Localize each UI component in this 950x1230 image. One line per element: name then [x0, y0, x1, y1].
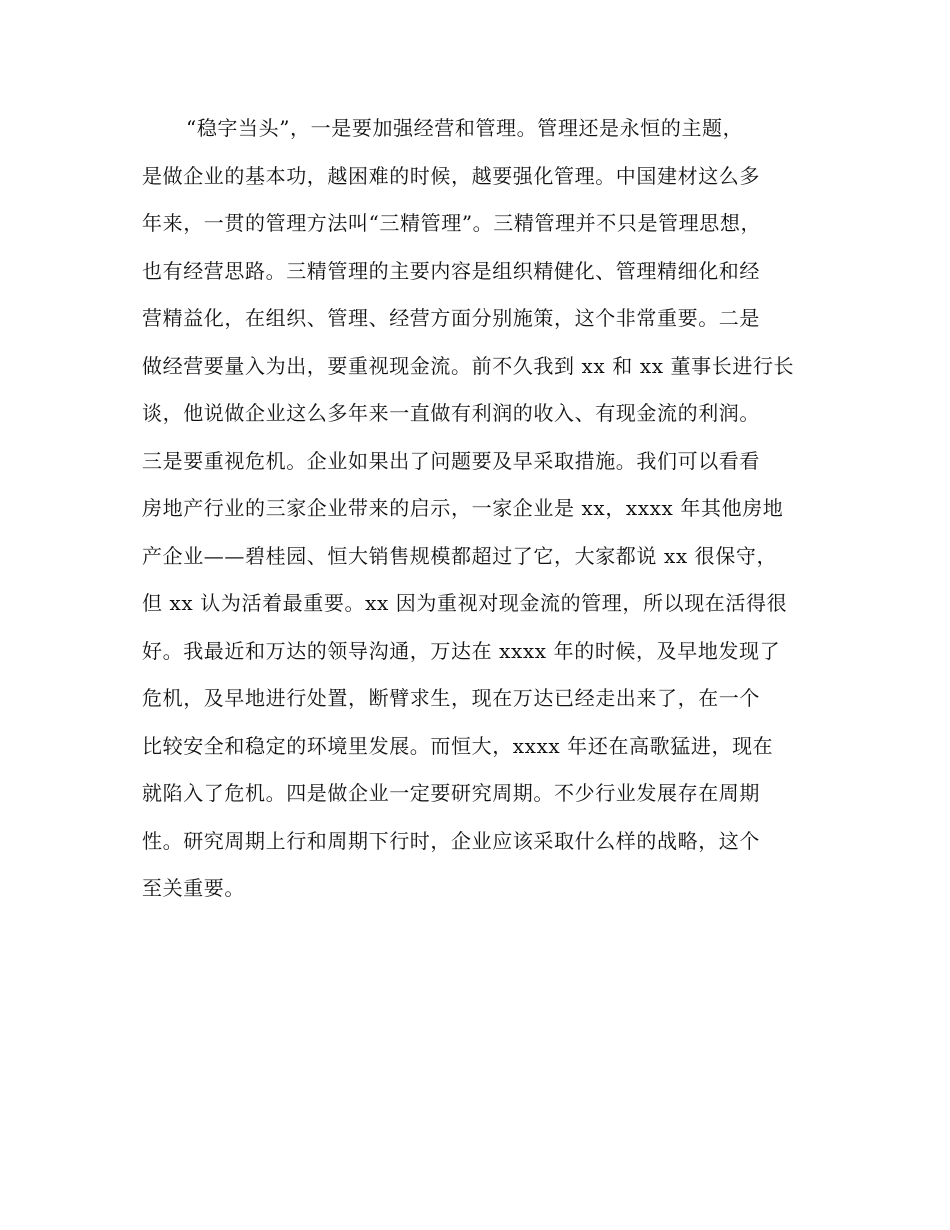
paragraph-line-4: 也有经营思路。三精管理的主要内容是组织精健化、管理精细化和经: [142, 258, 760, 283]
paragraph-line-3: 年来，一贯的管理方法叫“三精管理”。三精管理并不只是管理思想，: [142, 211, 762, 235]
paragraph-line-13: 危机，及早地进行处置，断臂求生，现在万达已经走出来了，在一个: [142, 686, 760, 710]
paragraph-line-9: 房地产行业的三家企业带来的启示，一家企业是 xx，xxxx 年其他房地: [142, 496, 784, 520]
paragraph-line-5: 营精益化，在组织、管理、经营方面分别施策，这个非常重要。二是: [142, 306, 760, 330]
paragraph-line-12: 好。我最近和万达的领导沟通，万达在 xxxx 年的时候，及早地发现了: [142, 638, 781, 663]
paragraph-line-1: “稳字当头”，一是要加强经营和管理。管理还是永恒的主题，: [186, 116, 744, 140]
paragraph-line-8: 三是要重视危机。企业如果出了问题要及早采取措施。我们可以看看: [142, 448, 760, 473]
paragraph-line-2: 是做企业的基本功，越困难的时候，越要强化管理。中国建材这么多: [142, 163, 760, 188]
paragraph-line-7: 谈，他说做企业这么多年来一直做有利润的收入、有现金流的利润。: [142, 401, 760, 425]
paragraph-line-15: 就陷入了危机。四是做企业一定要研究周期。不少行业发展存在周期: [142, 781, 760, 805]
paragraph-line-17: 至关重要。: [142, 876, 245, 900]
body-paragraph: [142, 112, 812, 920]
paragraph-line-14: 比较安全和稳定的环境里发展。而恒大，xxxx 年还在高歌猛进，现在: [142, 733, 774, 758]
paragraph-line-6: 做经营要量入为出，要重视现金流。前不久我到 xx 和 xx 董事长进行长: [142, 353, 795, 378]
paragraph-line-10: 产企业——碧桂园、恒大销售规模都超过了它，大家都说 xx 很保守，: [142, 543, 778, 568]
paragraph-line-11: 但 xx 认为活着最重要。xx 因为重视对现金流的管理，所以现在活得很: [142, 591, 788, 615]
paragraph-line-16: 性。研究周期上行和周期下行时，企业应该采取什么样的战略，这个: [142, 828, 760, 853]
